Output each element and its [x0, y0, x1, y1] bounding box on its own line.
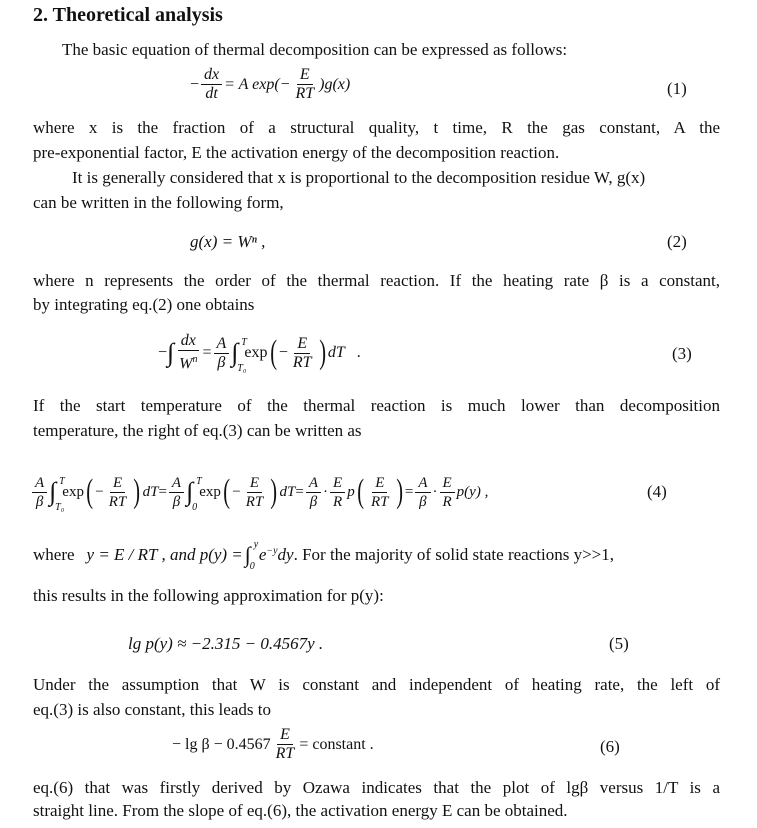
p3-line1: where n represents the order of the thermal reaction. If the heating rate β is a constant, — [33, 271, 720, 290]
p4-line2: temperature, the right of eq.(3) can be written as — [33, 421, 362, 440]
p2-line2: can be written in the following form, — [33, 193, 284, 212]
eq2-number: (2) — [667, 232, 687, 251]
eq3-number: (3) — [672, 344, 692, 363]
equation-4: $\frac{A}{\beta}$ ∫ T T₀ exp ( − $\frac{E}{RT}$ ) dT = $\frac{A}{\beta}$ ∫ T 0 exp ( − $\frac{E}{RT}$ ) dT = $\frac{A}{\beta}$ · $\frac{E}{R}$ p ( $\frac{E}{RT}$ ) = $\frac{A}{\beta}$ · $\frac{E}{R}$ p(y) , — [30, 466, 488, 518]
eq6-post: = constant . — [299, 735, 374, 753]
p7-line2: straight line. From the slope of eq.(6), the activation energy E can be obtained. — [33, 801, 568, 820]
section-title: 2. Theoretical analysis — [33, 4, 223, 26]
equation-3: − ∫ $\frac{dx}{W^n}$ = $\frac{A}{\beta}$ ∫ T T₀ exp ( − $\frac{E}{RT}$ ) dT . — [158, 332, 361, 374]
eq1-mid: = A exp(− — [224, 75, 291, 93]
p4-line1: If the start temperature of the thermal reaction is much lower than decomposition — [33, 396, 720, 415]
equation-6 — [172, 726, 374, 763]
eq1-rhs: )g(x) — [319, 75, 351, 93]
eq1-lhs-num: dx — [201, 66, 222, 85]
p1-line1: where x is the fraction of a structural quality, t time, R the gas constant, A the — [33, 118, 720, 137]
equation-1: − $\frac{dx}{dt}$ = A exp(− $\frac{E}{RT}$ )g(x) — [190, 66, 351, 102]
eq1-number: (1) — [667, 79, 687, 98]
eq5-number: (5) — [609, 634, 629, 653]
eq6-frac-den: RT — [275, 745, 295, 762]
eq1-frac-num: E — [297, 66, 313, 85]
p5-line1-b: y = E / RT , and p(y) = — [86, 545, 243, 564]
intro-text: The basic equation of thermal decomposition can be expressed as follows: — [62, 40, 568, 59]
p3-line2: by integrating eq.(2) one obtains — [33, 295, 255, 314]
p5-line1: where y = E / RT , and p(y) = ∫ y 0 $e^{-y}dy$ . For the majority of solid state reactions y>>1, — [33, 539, 614, 572]
p5-line2: this results in the following approximation for p(y): — [33, 586, 384, 605]
p5-line1-a: where — [33, 545, 75, 564]
equation-5: lg p(y) ≈ −2.315 − 0.4567y . — [128, 634, 324, 653]
p1-line2: pre-exponential factor, E the activation energy of the decomposition reaction. — [33, 143, 560, 162]
equation-2: g(x) = Wⁿ , — [190, 232, 266, 251]
p5-line1-c: . For the majority of solid state reactions y>>1, — [293, 545, 614, 564]
eq4-number: (4) — [647, 482, 667, 501]
eq6-number: (6) — [600, 737, 620, 756]
p7-line1: eq.(6) that was firstly derived by Ozawa indicates that the plot of lgβ versus 1/T is a — [33, 778, 720, 797]
p6-line1: Under the assumption that W is constant and independent of heating rate, the left of — [33, 675, 720, 694]
p6-line2: eq.(3) is also constant, this leads to — [33, 700, 271, 719]
eq1-frac-den: RT — [295, 85, 315, 102]
eq6-frac-num: E — [277, 726, 293, 745]
eq6-pre: − lg β − 0.4567 — [172, 735, 271, 753]
p2-line1: It is generally considered that x is proportional to the decomposition residue W, g(x) — [72, 168, 646, 187]
eq1-lhs-den: dt — [205, 85, 218, 102]
